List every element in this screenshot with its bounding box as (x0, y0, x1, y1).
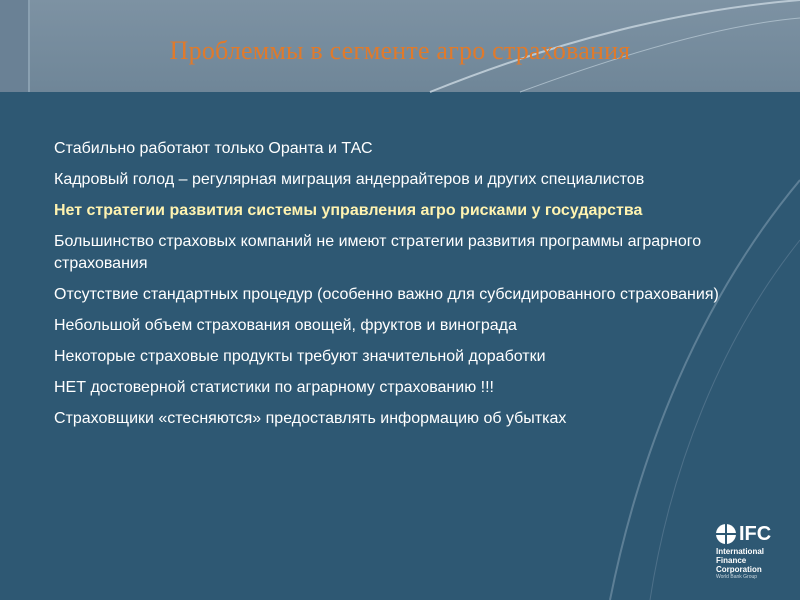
logo-text (716, 547, 794, 574)
bullet-item: Страховщики «стесняются» предоставлять информацию об убытках (54, 410, 567, 427)
bullet-item: Нет стратегии развития системы управления агро рисками у государства (54, 202, 643, 219)
bullet-item: Некоторые страховые продукты требуют значительной доработки (54, 348, 546, 365)
bullet-item: Отсутствие стандартных процедур (особенно важно для субсидированного страхования) (54, 286, 719, 303)
bullet-item: Кадровый голод – регулярная миграция андеррайтеров и других специалистов (54, 171, 645, 188)
bullet-list (54, 138, 774, 439)
logo-line1: International (716, 547, 765, 556)
globe-icon (716, 524, 736, 544)
bullet-item: Большинство страховых компаний не имеют стратегии развития программы аграрного страхования (54, 233, 702, 272)
logo-line2: Finance (716, 556, 747, 565)
logo-tagline: World Bank Group (716, 574, 758, 580)
slide-title: Проблеммы в сегменте агро страхования (169, 36, 631, 65)
ifc-logo (716, 524, 794, 596)
logo-line3: Corporation (716, 565, 762, 574)
logo-mark (716, 524, 794, 544)
bullet-item: Небольшой объем страхования овощей, фруктов и винограда (54, 317, 517, 334)
logo-abbr: IFC (739, 523, 772, 545)
bullet-item: НЕТ достоверной статистики по аграрному страхованию !!! (54, 379, 494, 396)
bullet-item: Стабильно работают только Оранта и ТАС (54, 140, 373, 157)
